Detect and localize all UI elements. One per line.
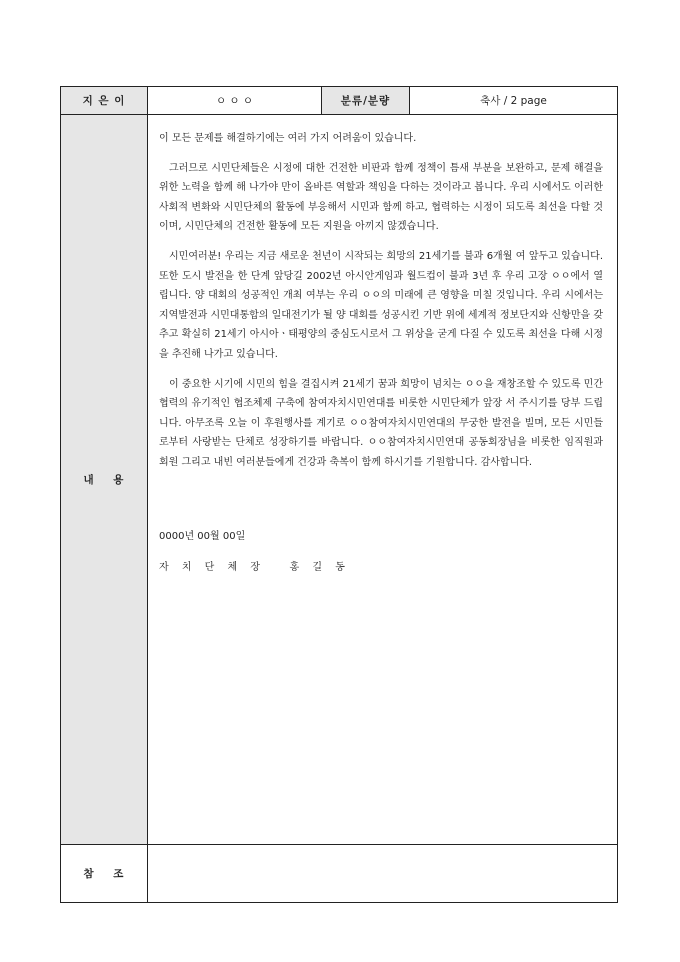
date-line: 0000년 00월 00일 <box>159 530 246 542</box>
reference-value <box>148 845 618 903</box>
content-row <box>61 115 618 845</box>
category-label: 분류/분량 <box>322 87 410 115</box>
paragraph-4: 이 중요한 시기에 시민의 힘을 결집시켜 21세기 꿈과 희망이 넘치는 ㅇㅇ을 재창조할 수 있도록 민간협력의 유기적인 협조체제 구축에 참여자치시민연대를 비롯한 시민단체가 앞장 서 주시기를 당부 드립니다. 아무조록 오늘 이 후원행사를 계기로 ㅇㅇ참여자치시민연대의 무궁한 발전을 빌며, 모든 시민들로부터 사랑받는 단체로 성장하기를 바랍니다. ㅇㅇ참여자치시민연대 공동회장님을 비롯한 임직원과 회원 그리고 내빈 여러분들에게 건강과 축복이 함께 하시기를 기원합니다. 감사합니다. <box>159 378 603 468</box>
author-value: ㅇ ㅇ ㅇ <box>148 87 322 115</box>
paragraph-3: 시민여러분! 우리는 지금 새로운 천년이 시작되는 희망의 21세기를 불과 6개월 여 앞두고 있습니다. 또한 도시 발전을 한 단계 앞당길 2002년 아시안게임과 월드컵이 불과 3년 후 우리 고장 ㅇㅇ에서 열립니다. 양 대회의 성공적인 개최 여부는 우리 ㅇㅇ의 미래에 큰 영향을 미칠 것입니다. 우리 시에서는 지역발전과 시민대통합의 일대전기가 될 양 대회를 성공시킨 기반 위에 세계적 정보단지와 신항만을 갖추고 확실히 21세기 아시아ㆍ태평양의 중심도시로서 그 위상을 굳게 다질 수 있도록 최선을 다해 시정을 추진해 나가고 있습니다. <box>159 250 603 360</box>
reference-row <box>61 845 618 903</box>
author-label: 지 은 이 <box>61 87 148 115</box>
header-row <box>61 87 618 115</box>
document-form <box>60 86 618 903</box>
reference-label: 참 조 <box>61 845 148 903</box>
paragraph-1: 이 모든 문제를 해결하기에는 여러 가지 어려움이 있습니다. <box>159 133 417 144</box>
category-value: 축사 / 2 page <box>410 87 618 115</box>
paragraph-2: 그러므로 시민단체들은 시정에 대한 건전한 비판과 함께 정책이 틈새 부분을 보완하고, 문제 해결을 위한 노력을 함께 해 나가야 만이 올바른 역할과 책임을 다하는 것이라고 봅니다. 우리 시에서도 이러한 사회적 변화와 시민단체의 활동에 부응해서 시민과 함께 하고, 협력하는 시정이 되도록 최선을 다할 것이며, 시민단체의 건전한 활동에 모든 지원을 아끼지 않겠습니다. <box>159 162 603 233</box>
content-body <box>148 115 618 845</box>
signer-line: 자 치 단 체 장 홍 길 동 <box>159 562 350 574</box>
content-label: 내 용 <box>61 115 148 845</box>
